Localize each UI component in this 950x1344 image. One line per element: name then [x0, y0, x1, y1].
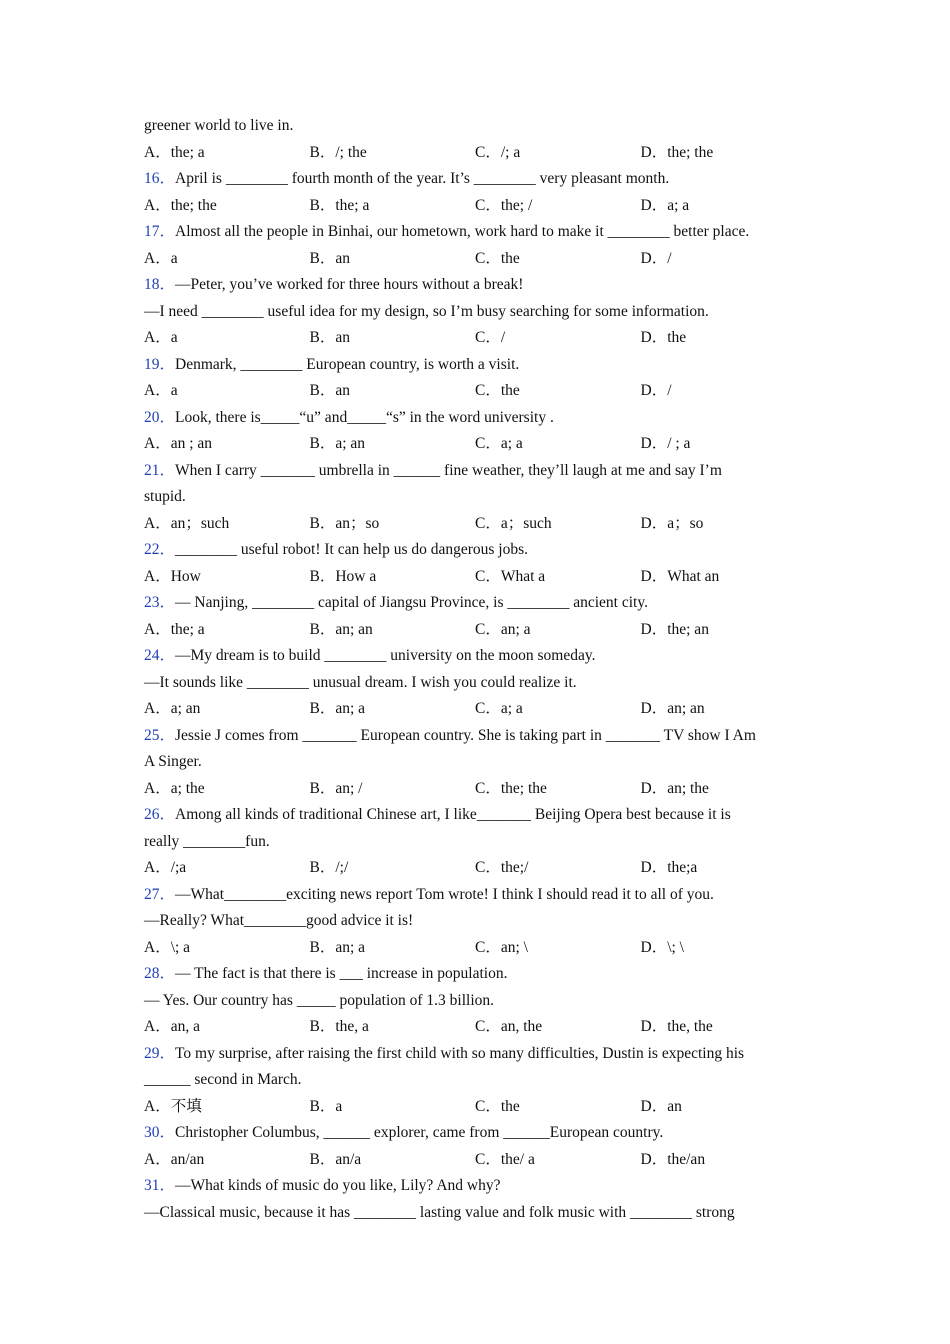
question-stem [144, 802, 824, 829]
option-d: D．the/an [640, 1150, 706, 1168]
options-row [144, 564, 824, 591]
question-stem-continued [144, 299, 824, 326]
option-a: A．/;a [144, 859, 187, 876]
option-c: C．the [475, 1097, 520, 1115]
question-text: —It sounds like ________ unusual dream. I wish you could realize it. [144, 673, 577, 691]
question-number: 26． [144, 806, 176, 823]
option-a: A．the; a [144, 620, 205, 638]
option-c: C．/ [475, 329, 506, 346]
question-stem [144, 458, 824, 485]
option-d: D．an; an [640, 700, 705, 717]
question-number: 19． [144, 355, 176, 373]
question-text: To my surprise, after raising the first child with so many difficulties, Dustin is expecting his [175, 1044, 745, 1062]
option-a: A．a; the [144, 779, 205, 797]
question-stem [144, 590, 824, 617]
question-stem [144, 272, 824, 299]
option-a: A．an ; an [144, 435, 213, 452]
option-b: B．the, a [309, 1018, 369, 1035]
question-stem-continued [144, 670, 824, 697]
option-a: A．the; the [144, 196, 217, 214]
question-text: April is ________ fourth month of the year. It’s ________ very pleasant month. [175, 170, 670, 187]
question-text: ________ useful robot! It can help us do dangerous jobs. [175, 541, 529, 558]
option-b: B．/;/ [309, 859, 349, 876]
option-c: C．the;/ [475, 859, 529, 876]
option-a: A．an；such [144, 514, 230, 532]
question-list [144, 113, 824, 1226]
question-text: —My dream is to build ________ university on the moon someday. [175, 647, 596, 664]
options-row [144, 431, 824, 458]
question-number: 16． [144, 170, 176, 187]
option-b: B．an; an [309, 620, 373, 638]
question-stem-continued [144, 484, 824, 511]
option-d: D．the, the [640, 1018, 713, 1035]
option-c: C．the [475, 249, 520, 267]
option-d: D．\; \ [640, 938, 684, 956]
question-number: 28． [144, 965, 176, 982]
intro-options [144, 140, 824, 167]
question-number: 23． [144, 594, 176, 611]
option-a: A．a [144, 249, 178, 267]
options-row [144, 696, 824, 723]
question-number: 27． [144, 885, 176, 903]
question-number: 25． [144, 726, 176, 744]
question-text: — Yes. Our country has _____ population of 1.3 billion. [144, 991, 495, 1009]
option-b: B．an; / [309, 779, 363, 797]
option-b: B．How a [309, 567, 377, 585]
question-stem [144, 643, 824, 670]
options-row [144, 617, 824, 644]
question-number: 21． [144, 461, 176, 479]
question-number: 18． [144, 276, 176, 293]
option-d: D．What an [640, 567, 720, 585]
question-text: Look, there is_____“u” and_____“s” in the word university . [175, 408, 554, 426]
question-text: Jessie J comes from _______ European country. She is taking part in _______ TV show I Am [175, 726, 756, 744]
option-b: B．an [309, 382, 350, 399]
question-text: A Singer. [144, 753, 202, 770]
question-text: ______ second in March. [144, 1071, 302, 1088]
question-number: 29． [144, 1044, 176, 1062]
question-stem [144, 723, 824, 750]
question-number: 22． [144, 541, 176, 558]
question-stem-continued [144, 749, 824, 776]
options-row [144, 1147, 824, 1174]
question-text: Christopher Columbus, ______ explorer, came from ______European country. [175, 1124, 664, 1141]
option-b: B．an [309, 329, 350, 346]
question-stem [144, 352, 824, 379]
question-stem [144, 537, 824, 564]
option-b: B．the; a [309, 196, 370, 214]
question-stem [144, 1173, 824, 1200]
question-text: Among all kinds of traditional Chinese art, I like_______ Beijing Opera best because it is [175, 806, 731, 823]
option-c: C．a; a [475, 435, 523, 452]
option-b: B．an；so [309, 514, 380, 532]
option-b: B．an; a [309, 700, 366, 717]
option-c: C．the/ a [475, 1150, 535, 1168]
question-stem [144, 1041, 824, 1068]
option-c: C．What a [475, 567, 546, 585]
option-a: A．How [144, 567, 201, 585]
option-d: D．the; an [640, 620, 709, 638]
option-a: A．a [144, 382, 178, 399]
option-d: D．a; a [640, 196, 690, 214]
options-row [144, 1014, 824, 1041]
option-c: C．the; / [475, 196, 533, 214]
question-text: When I carry _______ umbrella in ______ fine weather, they’ll laugh at me and say I’m [175, 461, 722, 479]
option-b: B．an [309, 249, 350, 267]
question-stem [144, 219, 824, 246]
question-stem-continued [144, 1067, 824, 1094]
question-number: 30． [144, 1124, 176, 1141]
question-stem [144, 882, 824, 909]
option-d: D．/ [640, 382, 672, 399]
option-c: C．the; the [475, 779, 547, 797]
question-number: 31． [144, 1177, 176, 1194]
question-number: 17． [144, 223, 176, 240]
options-row [144, 855, 824, 882]
option-d: D．the;a [640, 859, 698, 876]
options-row [144, 378, 824, 405]
option-a: A．\; a [144, 938, 191, 956]
question-text: —Really? What________good advice it is! [144, 912, 414, 929]
option-a: A．不填 [144, 1097, 202, 1115]
question-text: —Peter, you’ve worked for three hours without a break! [175, 276, 524, 293]
options-row [144, 193, 824, 220]
option-a: A．the; a [144, 143, 205, 161]
option-a: A．an/an [144, 1150, 205, 1168]
option-c: C．a；such [475, 514, 552, 532]
question-stem-continued [144, 829, 824, 856]
options-row [144, 776, 824, 803]
question-text: stupid. [144, 488, 186, 505]
option-d: D．a；so [640, 514, 704, 532]
option-c: C．an; \ [475, 938, 528, 956]
option-c: C．a; a [475, 700, 523, 717]
option-d: D．the [640, 329, 687, 346]
question-stem [144, 961, 824, 988]
option-d: D．an; the [640, 779, 709, 797]
question-stem-continued [144, 988, 824, 1015]
question-text: — The fact is that there is ___ increase in population. [175, 965, 508, 982]
option-a: A．a; an [144, 700, 201, 717]
question-text: —What________exciting news report Tom wrote! I think I should read it to all of you. [175, 885, 714, 903]
option-d: D．/ ; a [640, 435, 691, 452]
question-stem-continued [144, 1200, 824, 1227]
question-text: really ________fun. [144, 832, 270, 850]
options-row [144, 325, 824, 352]
question-text: —What kinds of music do you like, Lily? And why? [175, 1177, 501, 1194]
option-d: D．an [640, 1097, 682, 1115]
question-number: 20． [144, 408, 176, 426]
intro-line: greener world to live in. [144, 117, 294, 134]
option-d: D．/ [640, 249, 672, 267]
option-b: B．an/a [309, 1150, 362, 1168]
options-row [144, 1094, 824, 1121]
question-text: Denmark, ________ European country, is worth a visit. [175, 355, 520, 373]
question-stem [144, 1120, 824, 1147]
option-b: B．/; the [309, 143, 367, 161]
question-number: 24． [144, 647, 176, 664]
question-stem [144, 166, 824, 193]
option-a: A．a [144, 329, 178, 346]
question-stem-continued [144, 908, 824, 935]
option-c: C．an, the [475, 1018, 543, 1035]
option-c: C．the [475, 382, 520, 399]
question-text: — Nanjing, ________ capital of Jiangsu Province, is ________ ancient city. [175, 594, 648, 611]
options-row [144, 935, 824, 962]
options-row [144, 511, 824, 538]
option-b: B．a; an [309, 435, 366, 452]
option-a: A．an, a [144, 1018, 200, 1035]
option-c: C．an; a [475, 620, 531, 638]
option-c: C．/; a [475, 143, 521, 161]
option-b: B．an; a [309, 938, 366, 956]
option-d: D．the; the [640, 143, 714, 161]
question-stem [144, 405, 824, 432]
question-text: Almost all the people in Binhai, our hometown, work hard to make it ________ better place. [175, 223, 750, 240]
question-text: —Classical music, because it has ________ lasting value and folk music with ________ strong [144, 1203, 735, 1221]
options-row [144, 246, 824, 273]
option-b: B．a [309, 1097, 343, 1115]
question-text: —I need ________ useful idea for my design, so I’m busy searching for some information. [144, 302, 709, 320]
